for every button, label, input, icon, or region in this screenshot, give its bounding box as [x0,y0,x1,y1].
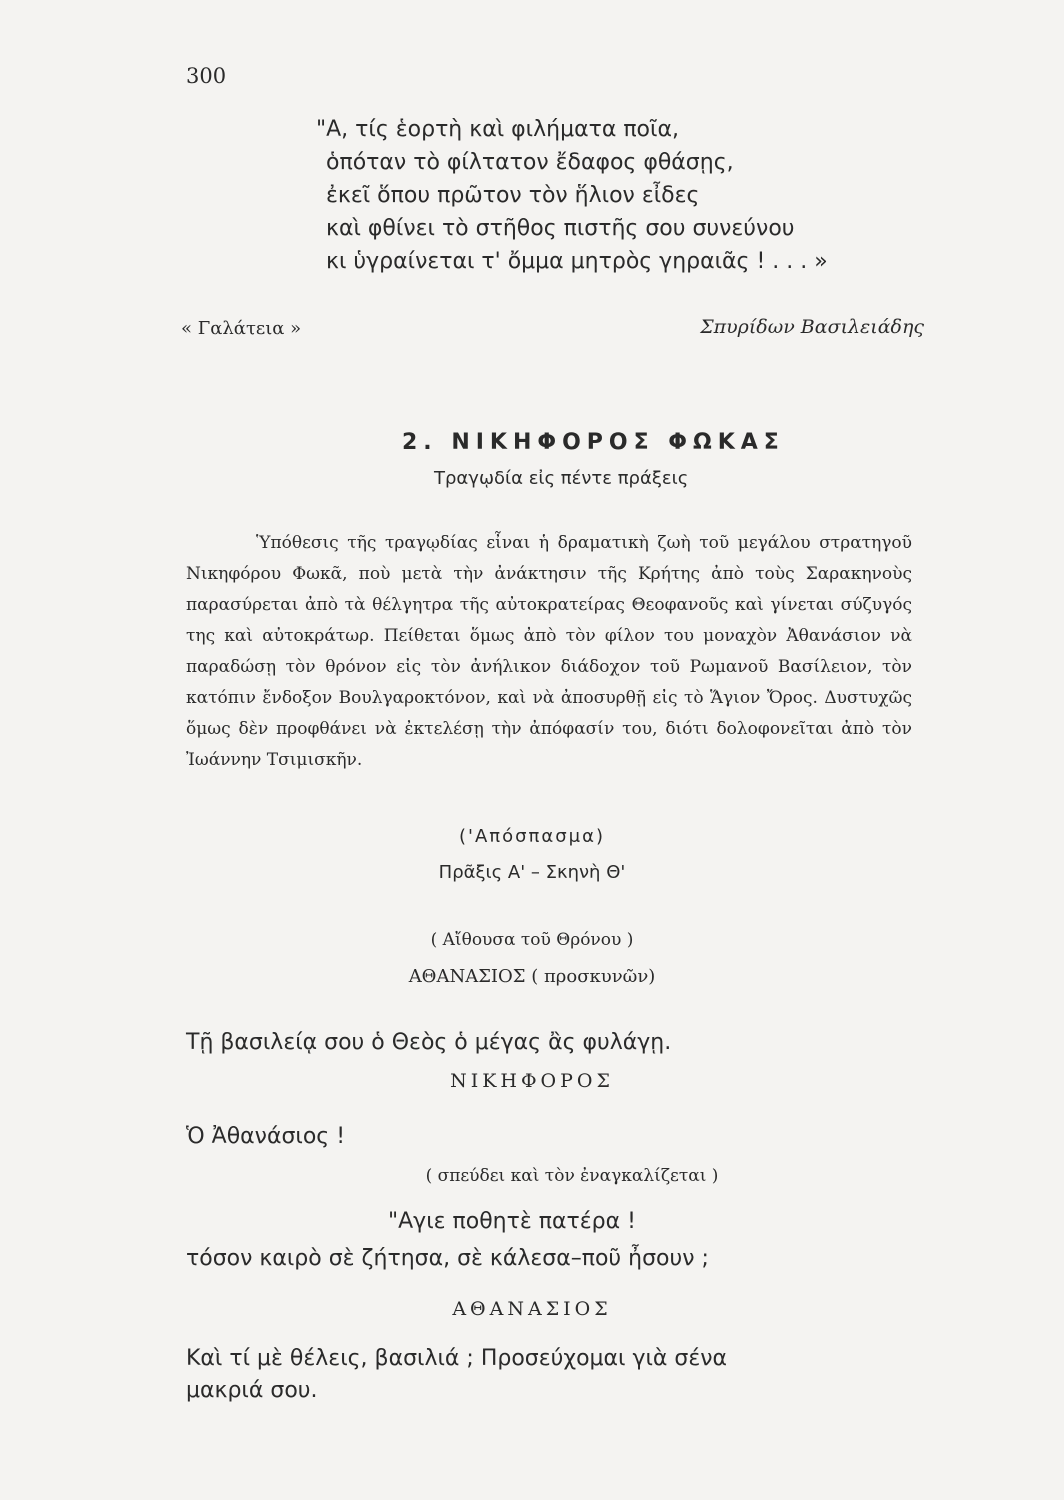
poem-line: "Α, τίς ἑορτὴ καὶ φιλήματα ποῖα, [316,117,679,142]
speaker-name: ΝΙΚΗΦΟΡΟΣ [450,1070,614,1092]
dialogue-line: Ὁ Ἀθανάσιος ! [186,1124,346,1149]
page-number: 300 [186,64,227,88]
dialogue-line: τόσον καιρὸ σὲ ζήτησα, σὲ κάλεσα–ποῦ ἦσουν ; [186,1246,709,1271]
poem-stanza [316,113,926,278]
dialogue-line: "Αγιε ποθητὲ πατέρα ! [388,1209,636,1234]
speaker-name: ΑΘΑΝΑΣΙΟΣ ( προσκυνῶν) [408,966,656,987]
stage-direction: ( Αἴθουσα τοῦ Θρόνου ) [430,930,634,950]
speaker-name: ΑΘΑΝΑΣΙΟΣ [452,1298,612,1320]
dialogue-line: μακριά σου. [186,1378,318,1403]
plot-summary: Ὑπόθεσις τῆς τραγῳδίας εἶναι ἡ δραματικὴ ζωὴ τοῦ μεγάλου στρατηγοῦ Νικηφόρου Φωκᾶ, ποὺ μετὰ τὴν ἀνάκτησιν τῆς Κρήτης ἀπὸ τοὺς Σαρακηνοὺς παρασύρεται ἀπὸ τὰ θέλγητρα τῆς αὐτοκρατείρας Θεοφανοῦς καὶ γίνεται σύζυγός της καὶ αὐτοκράτωρ. Πείθεται ὅμως ἀπὸ τὸν φίλον του μοναχὸν Ἀθανάσιον νὰ παραδώσῃ τὸν θρόνον εἰς τὸν ἀνήλικον διάδοχον τοῦ Ρωμανοῦ Βασίλειον, τὸν κατόπιν ἔνδοξον Βουλγαροκτόνον, καὶ νὰ ἀποσυρθῇ εἰς τὸ Ἅγιον Ὄρος. Δυστυχῶς ὅμως δὲν προφθάνει νὰ ἐκτελέσῃ τὴν ἀπόφασίν του, διότι δολοφονεῖται ἀπὸ τὸν Ἰωάννην Τσιμισκῆν. [186,533,912,770]
section-subtitle: Τραγῳδία εἰς πέντε πράξεις [434,468,689,489]
act-scene: Πρᾶξις Α' – Σκηνὴ Θ' [438,862,626,883]
dialogue-line: Καὶ τί μὲ θέλεις, βασιλιά ; Προσεύχομαι γιὰ σένα [186,1346,728,1371]
poem-line: ἐκεῖ ὅπου πρῶτον τὸν ἥλιον εἶδες [326,183,700,208]
poem-line: κι ὑγραίνεται τ' ὄμμα μητρὸς γηραιᾶς ! . . . » [326,249,828,274]
stage-direction: ( σπεύδει καὶ τὸν ἐναγκαλίζεται ) [425,1166,719,1186]
poem-line: ὁπόταν τὸ φίλτατον ἔδαφος φθάσῃς, [326,150,734,175]
poem-source: « Γαλάτεια » [181,318,302,339]
poem-author: Σπυρίδων Βασιλειάδης [700,316,924,338]
dialogue-line: Τῇ βασιλείᾳ σου ὁ Θεὸς ὁ μέγας ἂς φυλάγῃ. [186,1030,672,1055]
section-heading: 2. ΝΙΚΗΦΟΡΟΣ ΦΩΚΑΣ [402,430,785,455]
excerpt-label: ('Απόσπασμα) [459,826,605,847]
poem-line: καὶ φθίνει τὸ στῆθος πιστῆς σου συνεύνου [326,216,795,241]
